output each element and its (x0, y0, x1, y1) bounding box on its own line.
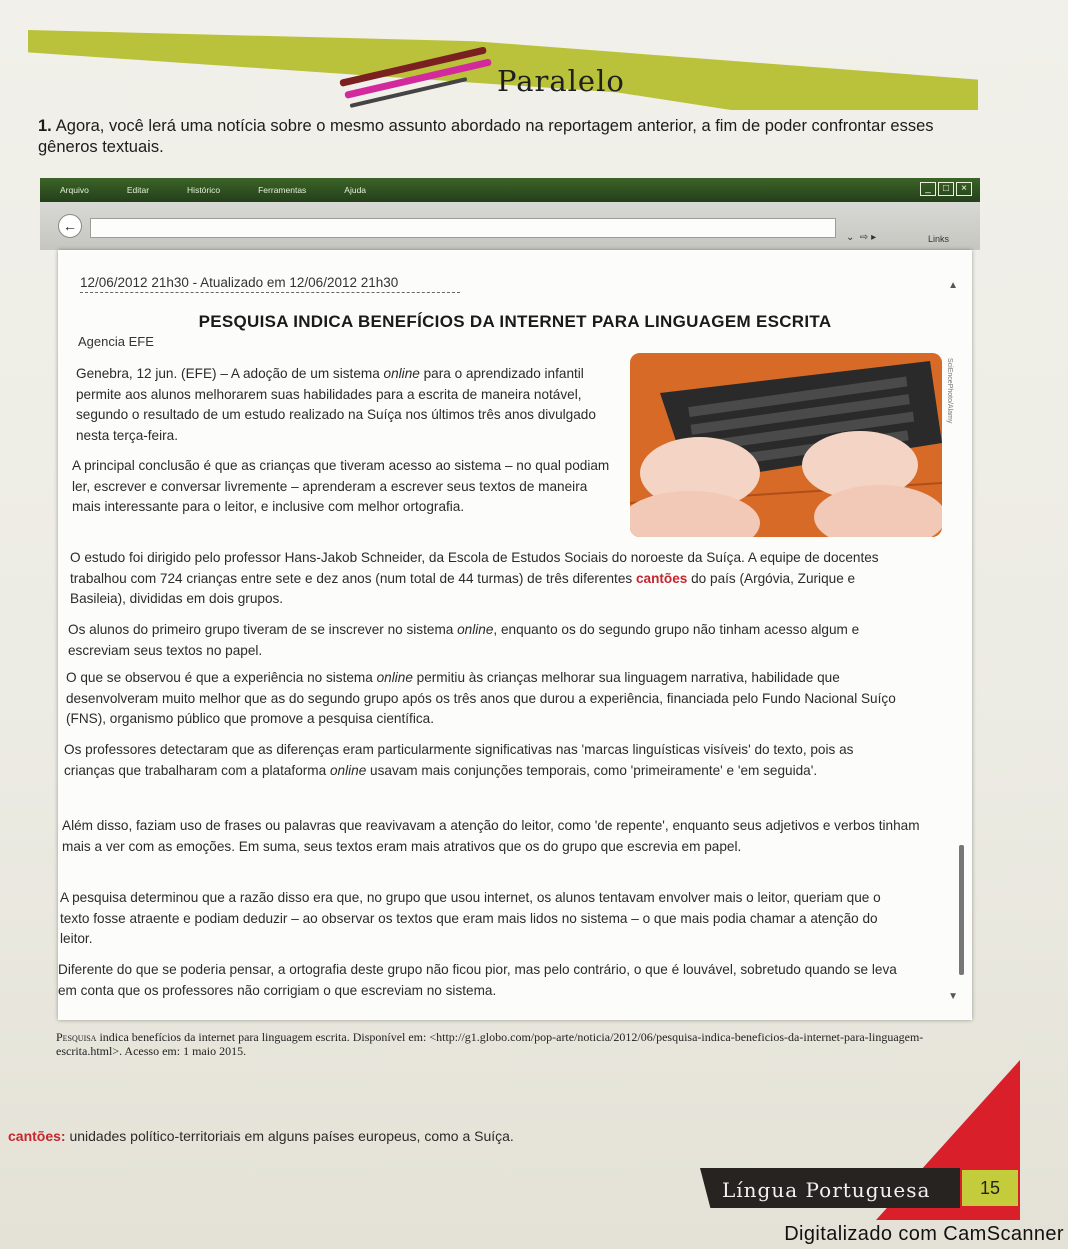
scroll-down-icon[interactable]: ▼ (948, 991, 958, 1002)
article-headline: PESQUISA INDICA BENEFÍCIOS DA INTERNET PARA LINGUAGEM ESCRITA (198, 312, 832, 331)
question (38, 116, 978, 158)
menu-item-ferramentas[interactable]: Ferramentas (258, 185, 307, 195)
article-paragraph: O estudo foi dirigido pelo professor Hans-Jakob Schneider, da Escola de Estudos Sociais do noroeste da Suíça. A equipe de docentes trabalhou com 724 crianças entre sete e dez anos (num total de 44 turmas) de três diferentes cantões do país (Argóvia, Zurique e Basileia), divididas em dois grupos. (70, 550, 879, 606)
dropdown-go-icon[interactable]: ⌄ ⇨ ▸ (846, 232, 877, 243)
links-button[interactable]: Links (928, 234, 950, 244)
back-arrow-icon[interactable]: ← (58, 214, 82, 238)
minimize-icon[interactable]: _ (920, 182, 936, 196)
article-paragraph: Os professores detectaram que as diferenças eram particularmente significativas nas 'marcas linguísticas visíveis' do texto, pois as crianças que trabalharam com a plataforma online usavam mais conjunções temporais, como 'primeiramente' e 'em seguida'. (64, 742, 854, 778)
browser-menubar (40, 178, 980, 202)
scanner-watermark: Digitalizado com CamScanner (784, 1223, 1064, 1245)
page-number: 15 (962, 1170, 1018, 1206)
article-paragraph: Genebra, 12 jun. (EFE) – A adoção de um sistema online para o aprendizado infantil permite aos alunos melhorarem suas habilidades para a escrita de maneira notável, segundo o resultado de um estudo realizado na Suíça nos últimos três anos divulgado nesta terça-feira. (76, 366, 596, 443)
close-icon[interactable]: × (956, 182, 972, 196)
glossary-note (8, 1128, 514, 1144)
maximize-icon[interactable]: □ (938, 182, 954, 196)
article-paragraph: A pesquisa determinou que a razão disso era que, no grupo que usou internet, os alunos tentavam envolver mais o leitor, queriam que o texto fosse atraente e podiam deduzir – ao observar os textos que eram mais lidos no sistema – o que mais podia chamar a atenção do leitor. (60, 890, 881, 946)
article-agency: Agencia EFE (78, 334, 154, 349)
article-paragraph: Além disso, faziam uso de frases ou palavras que reavivavam a atenção do leitor, como 'de repente', enquanto seus adjetivos e verbos tinham mais a ver com as emoções. Em suma, seus textos eram mais atrativos que os do grupo que escrevia em papel. (62, 818, 920, 854)
article-page (58, 250, 972, 1020)
scroll-up-icon[interactable]: ▲ (948, 280, 958, 291)
article-paragraph: Os alunos do primeiro grupo tiveram de se inscrever no sistema online, enquanto os do segundo grupo não tinham acesso algum e escreviam seus textos no papel. (68, 622, 860, 658)
section-title: Paralelo (497, 64, 625, 98)
window-controls (920, 182, 972, 196)
menu-item-editar[interactable]: Editar (126, 185, 150, 195)
question-text: Agora, você lerá uma notícia sobre o mesmo assunto abordado na reportagem anterior, a fim de poder confrontar esses gêneros textuais. (38, 117, 934, 156)
article-paragraph: A principal conclusão é que as crianças que tiveram acesso ao sistema – no qual podiam ler, escrever e conversar livremente – aprenderam a escrever seus textos de maneira mais interessante para o leitor, e inclusive com melhor ortografia. (72, 458, 610, 514)
article-timestamp: 12/06/2012 21h30 - Atualizado em 12/06/2012 21h30 (80, 275, 460, 293)
question-number: 1. (38, 117, 52, 135)
browser-address-bar (40, 202, 980, 250)
keyboard-hands-photo (630, 353, 942, 537)
photo-credit: SciEncePhoto/Alamy (946, 358, 953, 424)
subject-label: Língua Portuguesa (722, 1178, 931, 1202)
source-citation: Pesquisa indica benefícios da internet para linguagem escrita. Disponível em: <http://g1.globo.com/pop-arte/noticia/2012/06/pesquisa-indica-beneficios-da-internet-para-linguagem-escrita.html>. Acesso em: 1 maio 2015. (56, 1030, 924, 1058)
glossary-definition: unidades político-territoriais em alguns países europeus, como a Suíça. (65, 1128, 514, 1144)
glossary-term: cantões: (8, 1128, 66, 1144)
scrollbar-thumb[interactable] (959, 845, 964, 975)
menu-item-arquivo[interactable]: Arquivo (60, 185, 89, 195)
url-input[interactable] (90, 218, 836, 238)
highlight-term[interactable]: cantões (635, 570, 688, 586)
menu-item-historico[interactable]: Histórico (187, 185, 221, 195)
menu-item-ajuda[interactable]: Ajuda (344, 185, 367, 195)
article-paragraph: O que se observou é que a experiência no sistema online permitiu às crianças melhorar sua linguagem narrativa, habilidade que desenvolveram muito melhor que as do segundo grupo após os três anos que durou a experiência, financiada pelo Fundo Nacional Suíço (FNS), organismo público que promove a pesquisa científica. (66, 670, 896, 726)
article-paragraph: Diferente do que se poderia pensar, a ortografia deste grupo não ficou pior, mas pelo contrário, o que é louvável, sobretudo quando se leva em conta que os professores não corrigiam o que escreviam no sistema. (58, 962, 897, 998)
